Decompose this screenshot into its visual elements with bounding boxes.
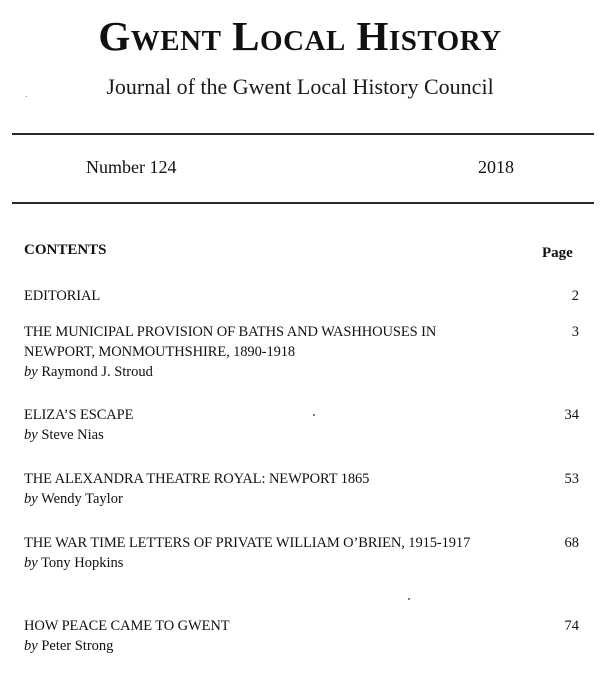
entry-author-line	[24, 425, 579, 445]
entry-page-number: 74	[564, 618, 579, 634]
contents-heading: CONTENTS	[24, 242, 107, 258]
entry-author: Tony Hopkins	[41, 555, 124, 571]
entry-title: HOW PEACE CAME TO GWENT	[24, 618, 230, 634]
entry-title: EDITORIAL	[24, 288, 101, 304]
entry-author: Raymond J. Stroud	[41, 364, 153, 380]
entry-author: Wendy Taylor	[41, 491, 123, 507]
entry-author-line	[24, 553, 579, 573]
entry-page-number: 2	[571, 288, 579, 304]
entry-title: THE ALEXANDRA THEATRE ROYAL: NEWPORT 1865	[24, 471, 370, 487]
entry-author-prefix: by	[24, 491, 38, 507]
journal-subtitle: Journal of the Gwent Local History Council	[106, 74, 494, 99]
scan-speck	[408, 598, 410, 600]
entry-page-number: 34	[564, 407, 579, 423]
entry-page-number: 3	[571, 324, 579, 340]
entry-author: Peter Strong	[41, 638, 114, 654]
entry-title: THE MUNICIPAL PROVISION OF BATHS AND WASHHOUSES IN NEWPORT, MONMOUTHSHIRE, 1890-1918	[24, 324, 437, 360]
entry-page-number: 68	[564, 535, 579, 551]
entry-author-line	[24, 489, 579, 509]
entry-author-prefix: by	[24, 427, 38, 443]
contents-entry-editorial[interactable]	[24, 286, 579, 306]
issue-number: Number 124	[86, 157, 177, 177]
contents-entry-war-time-letters[interactable]	[24, 533, 579, 573]
contents-entry-alexandra-theatre[interactable]	[24, 469, 579, 509]
entry-author: Steve Nias	[41, 427, 104, 443]
contents-entry-how-peace-came[interactable]	[24, 616, 579, 656]
scan-speck	[313, 414, 315, 416]
entry-author-prefix: by	[24, 555, 38, 571]
top-divider	[12, 133, 594, 135]
issue-year: 2018	[478, 157, 514, 177]
scan-speck	[26, 96, 27, 97]
entry-title: ELIZA’S ESCAPE	[24, 407, 134, 423]
entry-author-line	[24, 636, 579, 656]
entry-page-number: 53	[564, 471, 579, 487]
entry-author-line	[24, 362, 579, 382]
journal-title: Gwent Local History	[98, 13, 502, 59]
contents-entry-elizas-escape[interactable]	[24, 405, 579, 445]
page-column-heading: Page	[542, 245, 573, 261]
entry-author-prefix: by	[24, 364, 38, 380]
bottom-divider	[12, 202, 594, 204]
entry-author-prefix: by	[24, 638, 38, 654]
entry-title: THE WAR TIME LETTERS OF PRIVATE WILLIAM O’BRIEN, 1915-1917	[24, 535, 471, 551]
contents-entry-baths-washhouses[interactable]	[24, 322, 579, 382]
